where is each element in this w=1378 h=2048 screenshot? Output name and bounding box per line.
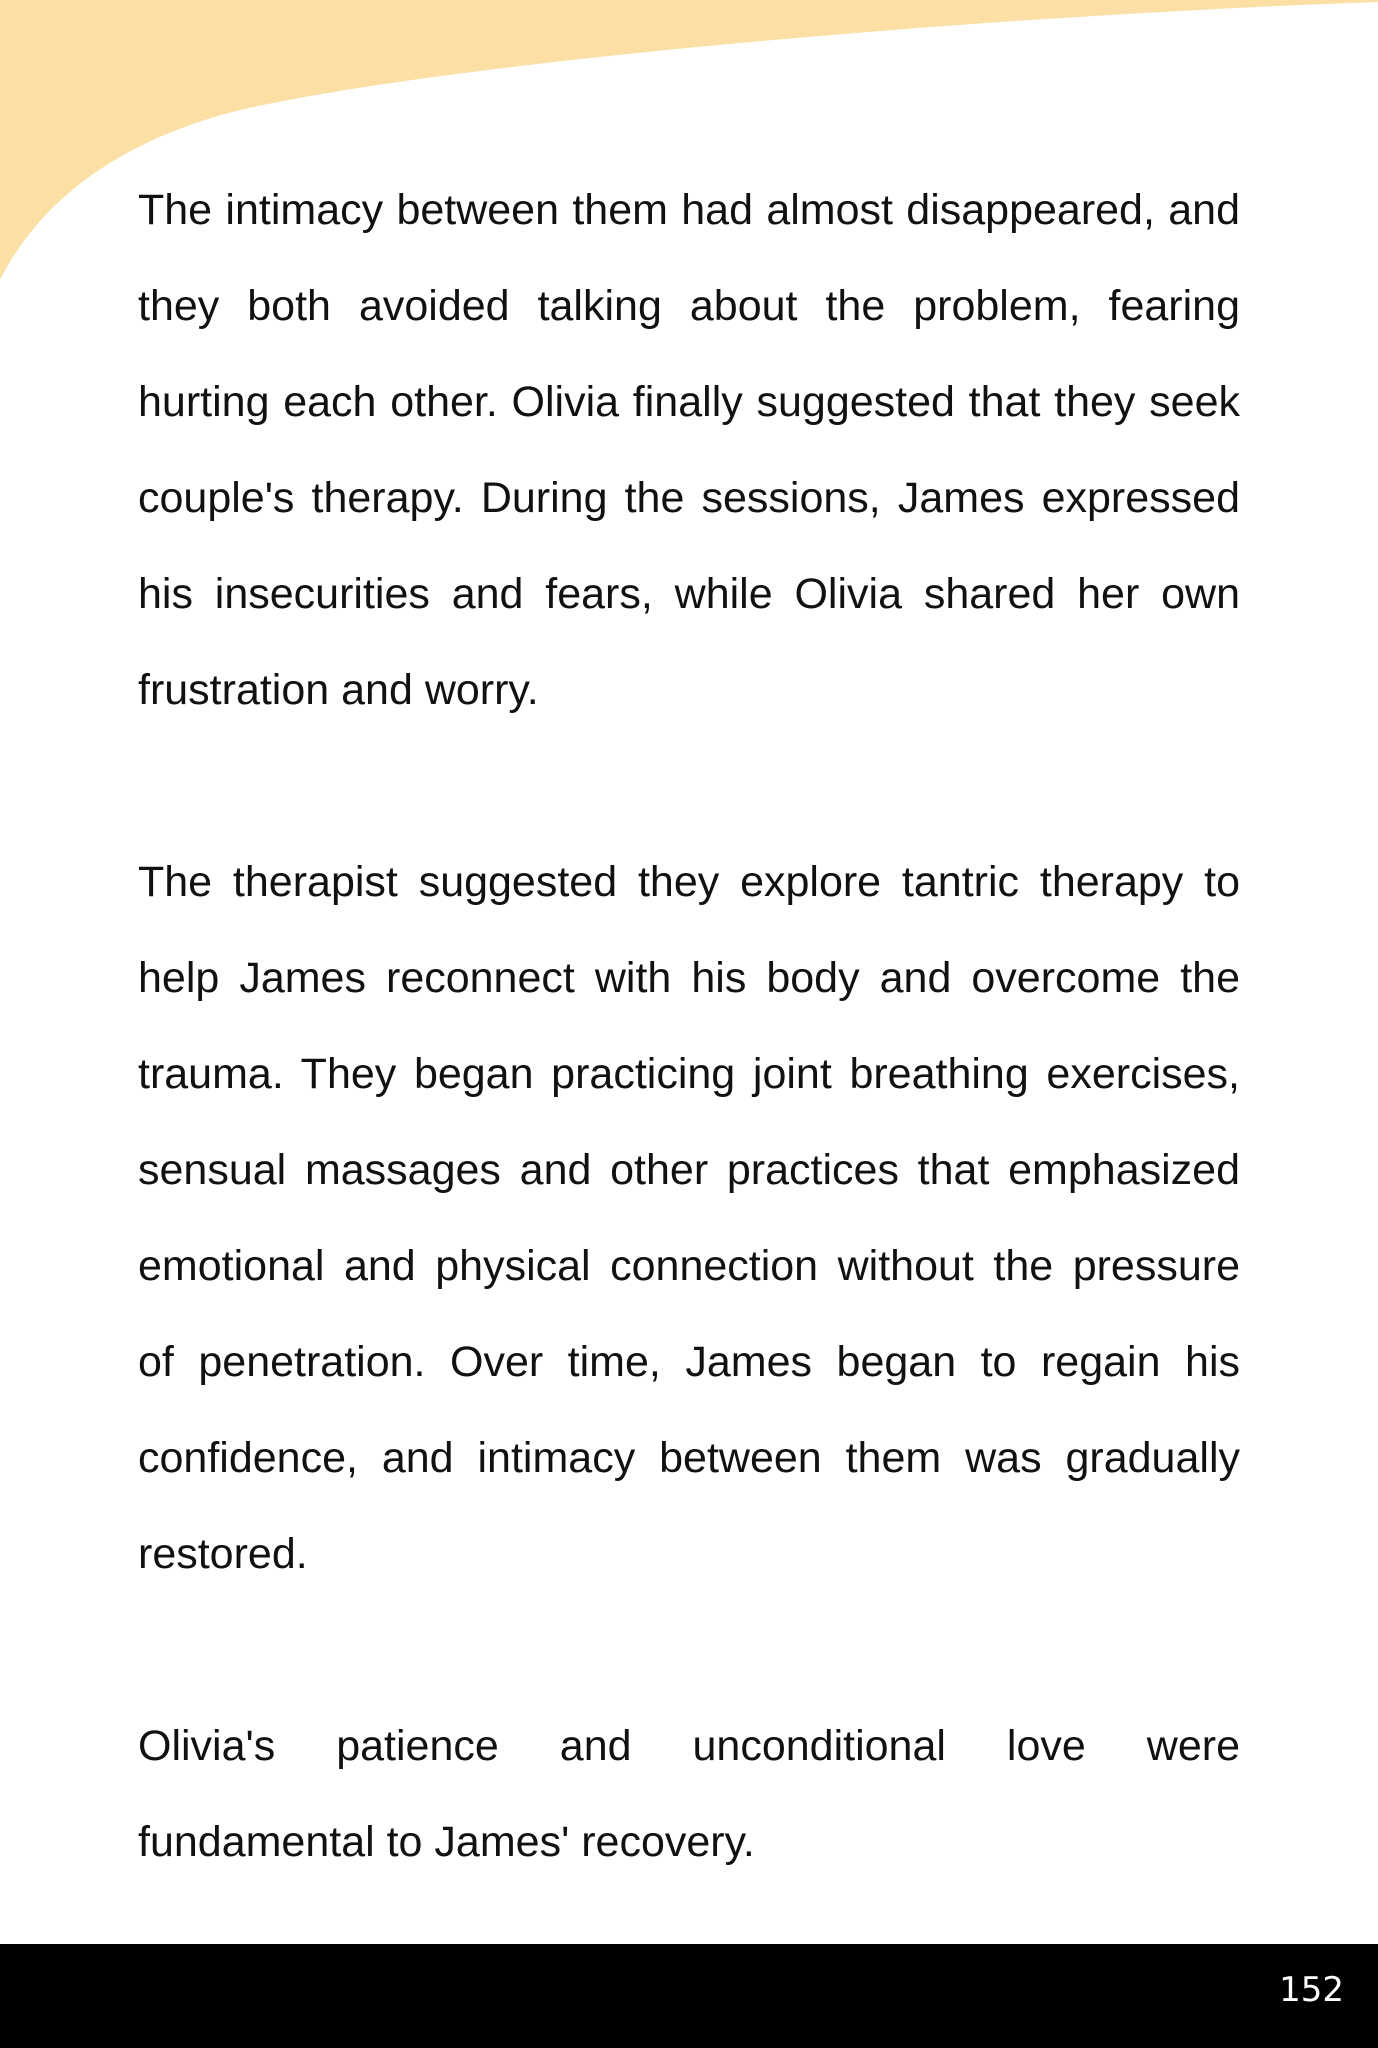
page-number: 152: [1279, 1970, 1344, 2010]
paragraph-3: Olivia's patience and unconditional love were fundamental to James' recovery.: [138, 1722, 1240, 1866]
footer-bar: [0, 1944, 1378, 2048]
page-content: [138, 162, 1240, 1890]
paragraph-1: The intimacy between them had almost disappeared, and they both avoided talking about the problem, fearing hurting each other. Olivia finally suggested that they seek couple's therapy. During the sessions, James expressed his insecurities and fears, while Olivia shared her own frustration and worry.: [138, 186, 1240, 714]
paragraph-2: The therapist suggested they explore tantric therapy to help James reconnect with his body and overcome the trauma. They began practicing joint breathing exercises, sensual massages and other practices that emphasized emotional and physical connection without the pressure of penetration. Over time, James began to regain his confidence, and intimacy between them was gradually restored.: [138, 858, 1240, 1578]
